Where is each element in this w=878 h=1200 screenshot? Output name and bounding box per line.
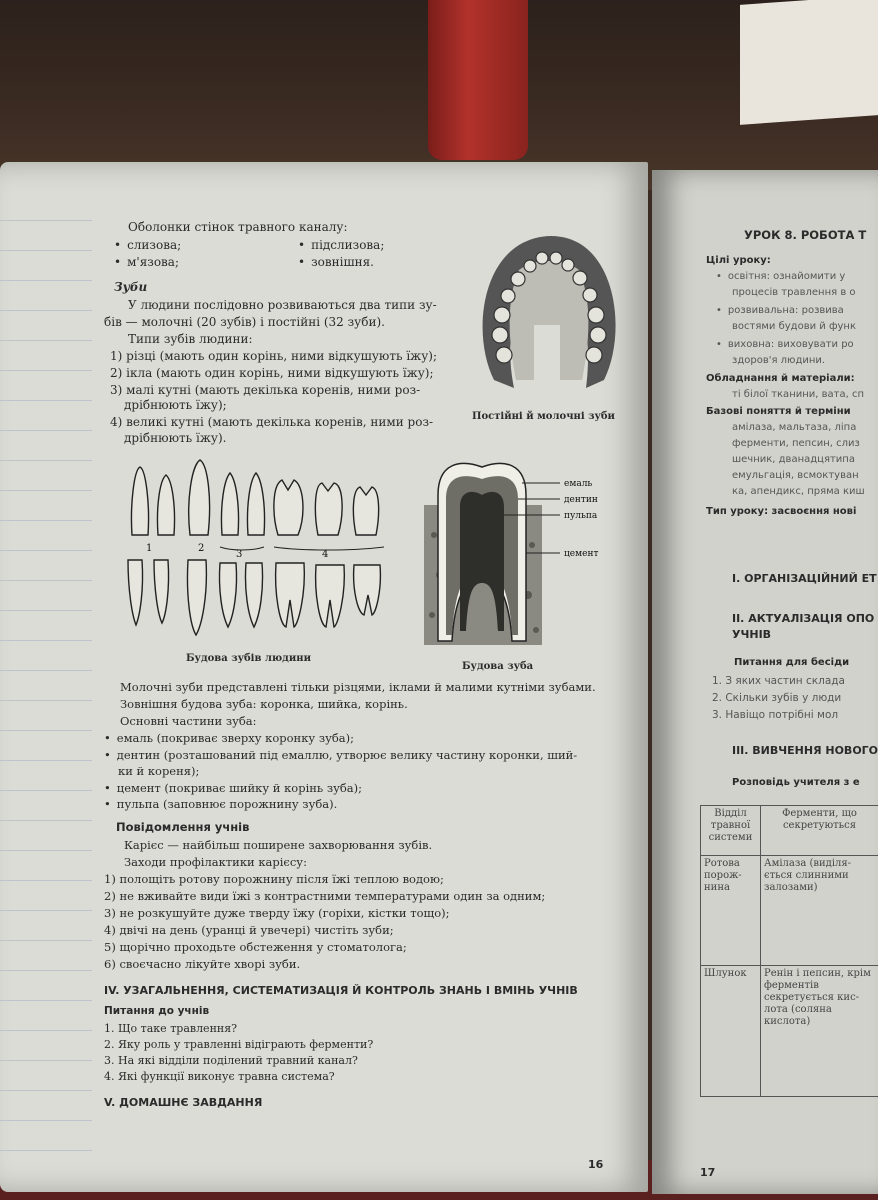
ruled-line <box>0 430 92 431</box>
teeth-types-caption: Будова зубів людини <box>186 653 311 664</box>
tooth-label-dentin: дентин <box>564 495 598 505</box>
ruled-line <box>0 700 92 701</box>
ruled-line <box>0 520 92 521</box>
enzymes-table <box>700 805 878 1097</box>
jaw-illustration <box>474 230 624 400</box>
types-title: Типи зубів людини: <box>128 332 253 346</box>
section-ii-heading: II. АКТУАЛІЗАЦІЯ ОПО <box>732 612 875 625</box>
ruled-line <box>0 280 92 281</box>
goal-item: • освітня: ознайомити у <box>716 270 845 284</box>
part-item: • емаль (покриває зверху коронку зуба); <box>104 731 354 745</box>
caries-text: Карієс — найбільш поширене захворювання зубів. <box>124 838 433 852</box>
layer-item: • м'язова; <box>114 255 179 269</box>
type-item: 4) великі кутні (мають декілька коренів, ними роз- <box>110 415 434 429</box>
ruled-line <box>0 250 92 251</box>
layer-item: • слизова; <box>114 238 181 252</box>
section-v-heading: V. ДОМАШНЄ ЗАВДАННЯ <box>104 1096 263 1109</box>
ruled-line <box>0 1000 92 1001</box>
ruled-line <box>0 640 92 641</box>
section-ii-heading-2: УЧНІВ <box>732 628 772 641</box>
teeth-heading: Зуби <box>114 280 148 294</box>
prevention-item: 1) полощіть ротову порожнину після їжі теплою водою; <box>104 872 444 886</box>
ruled-line <box>0 820 92 821</box>
section-i-heading: I. ОРГАНІЗАЦІЙНИЙ ЕТ <box>732 572 877 585</box>
table-header-cell: Відділ травної системи <box>701 806 761 856</box>
tooth-number: 3 <box>236 549 243 560</box>
ruled-line <box>0 610 92 611</box>
ruled-line <box>0 460 92 461</box>
ruled-line <box>0 910 92 911</box>
ruled-line <box>0 400 92 401</box>
tooth-number: 2 <box>198 543 205 554</box>
goal-item: здоров'я людини. <box>732 355 826 366</box>
table-cell: Амілаза (виділя-ється слинними залозами) <box>761 856 878 966</box>
ruled-line <box>0 340 92 341</box>
tooth-label-cement: цемент <box>564 549 599 559</box>
layer-item: • підслизова; <box>298 238 384 252</box>
ruled-line <box>0 880 92 881</box>
question-item: 2. Яку роль у травленні відіграють ферменти? <box>104 1038 374 1051</box>
main-parts-title: Основні частини зуба: <box>120 714 257 728</box>
teeth-types-illustration <box>122 455 390 640</box>
ruled-line <box>0 580 92 581</box>
ruled-line <box>0 790 92 791</box>
teeth-paragraph: У людини послідовно розвиваються два типи зу- <box>128 298 437 312</box>
discussion-item: 1. З яких частин склада <box>712 675 845 687</box>
concepts-line: ка, апендикс, пряма киш <box>732 486 865 497</box>
ruled-line <box>0 550 92 551</box>
table-header-cell: Ферменти, що секретуються <box>761 806 878 856</box>
part-item: • цемент (покриває шийку й корінь зуба); <box>104 781 362 795</box>
ruled-line <box>0 1120 92 1121</box>
tooth-label-pulp: пульпа <box>564 511 598 521</box>
part-item: • дентин (розташований під емаллю, утворює велику частину коронки, ший- <box>104 748 577 762</box>
ruled-line <box>0 1060 92 1061</box>
ruled-line <box>0 310 92 311</box>
type-item: 1) різці (мають один корінь, ними відкушують їжу); <box>110 349 437 363</box>
ruled-line <box>0 1030 92 1031</box>
question-item: 1. Що таке травлення? <box>104 1022 238 1035</box>
concepts-line: емульгація, всмоктуван <box>732 470 859 481</box>
concepts-line: шечник, дванадцятипа <box>732 454 855 465</box>
external-structure-text: Зовнішня будова зуба: коронка, шийка, корінь. <box>120 697 408 711</box>
ruled-line <box>0 850 92 851</box>
discussion-heading: Питання для бесіди <box>734 657 850 668</box>
background-box <box>740 0 878 125</box>
ruled-line <box>0 220 92 221</box>
layer-item: • зовнішня. <box>298 255 374 269</box>
prevention-item: 4) двічі на день (уранці й увечері) чистіть зуби; <box>104 923 394 937</box>
discussion-item: 3. Навіщо потрібні мол <box>712 709 839 721</box>
discussion-item: 2. Скільки зубів у люди <box>712 692 842 704</box>
intro-title: Оболонки стінок травного каналу: <box>128 220 348 234</box>
type-item: 2) ікла (мають один корінь, ними відкушують їжу); <box>110 366 434 380</box>
equipment-text: ті білої тканини, вата, сп <box>732 389 864 400</box>
ruled-line <box>0 370 92 371</box>
jaw-caption: Постійні й молочні зуби <box>472 411 615 422</box>
tooth-structure-illustration <box>420 455 620 650</box>
equipment-heading: Обладнання й матеріали: <box>706 373 855 384</box>
lesson-type: Тип уроку: засвоєння нові <box>706 506 857 517</box>
question-item: 4. Які функції виконує травна система? <box>104 1070 335 1083</box>
tooth-number: 4 <box>322 549 329 560</box>
concepts-line: ферменти, пепсин, слиз <box>732 438 860 449</box>
table-cell: Шлунок <box>701 966 761 1096</box>
type-item: 3) малі кутні (мають декілька коренів, ними роз- <box>110 383 421 397</box>
teacher-story: Розповідь учителя з е <box>732 777 860 788</box>
goal-item: • розвивальна: розвива <box>716 304 844 318</box>
teeth-paragraph: бів — молочні (20 зубів) і постійні (32 зуби). <box>104 315 385 329</box>
ruled-line <box>0 730 92 731</box>
prevention-item: 5) щорічно проходьте обстеження у стоматолога; <box>104 940 407 954</box>
type-item: дрібнюють їжу); <box>124 398 227 412</box>
type-item: дрібнюють їжу). <box>124 431 227 445</box>
ruled-line <box>0 970 92 971</box>
table-cell: Ренін і пепсин, крім ферментів секретується кис-лота (соляна кислота) <box>761 966 878 1096</box>
red-object <box>428 0 528 160</box>
section-iii-heading: III. ВИВЧЕННЯ НОВОГО <box>732 744 878 757</box>
milk-teeth-text: Молочні зуби представлені тільки різцями, іклами й малими кутніми зубами. <box>120 680 596 694</box>
page-number-left: 16 <box>588 1158 604 1171</box>
ruled-line <box>0 490 92 491</box>
question-item: 3. На які відділи поділений травний канал? <box>104 1054 358 1067</box>
tooth-structure-caption: Будова зуба <box>462 661 534 672</box>
ruled-line <box>0 670 92 671</box>
prevention-item: 6) своєчасно лікуйте хворі зуби. <box>104 957 301 971</box>
prevention-item: 2) не вживайте види їжі з контрастними температурами один за одним; <box>104 889 546 903</box>
prevention-title: Заходи профілактики карієсу: <box>124 855 307 869</box>
section-iv-heading: IV. УЗАГАЛЬНЕННЯ, СИСТЕМАТИЗАЦІЯ Й КОНТРОЛЬ ЗНАНЬ І ВМІНЬ УЧНІВ <box>104 984 578 997</box>
goal-item: процесів травлення в о <box>732 287 856 298</box>
table-cell: Ротова порож-нина <box>701 856 761 966</box>
prevention-item: 3) не розкушуйте дуже тверду їжу (горіхи, кістки тощо); <box>104 906 450 920</box>
concepts-heading: Базові поняття й терміни <box>706 406 851 417</box>
ruled-line <box>0 940 92 941</box>
part-item: • пульпа (заповнює порожнину зуба). <box>104 797 337 811</box>
part-item: ки й кореня); <box>118 764 200 778</box>
lesson-title: УРОК 8. РОБОТА Т <box>744 228 867 242</box>
tooth-label-enamel: емаль <box>564 479 593 489</box>
ruled-line <box>0 1150 92 1151</box>
ruled-line <box>0 1090 92 1091</box>
goal-item: востями будови й функ <box>732 321 856 332</box>
reports-heading: Повідомлення учнів <box>116 820 250 834</box>
goals-heading: Цілі уроку: <box>706 255 771 266</box>
questions-heading: Питання до учнів <box>104 1005 210 1017</box>
goal-item: • виховна: виховувати ро <box>716 338 854 352</box>
concepts-line: амілаза, мальтаза, ліпа <box>732 422 857 433</box>
ruled-line <box>0 760 92 761</box>
page-number-right: 17 <box>700 1166 716 1179</box>
tooth-number: 1 <box>146 543 153 554</box>
